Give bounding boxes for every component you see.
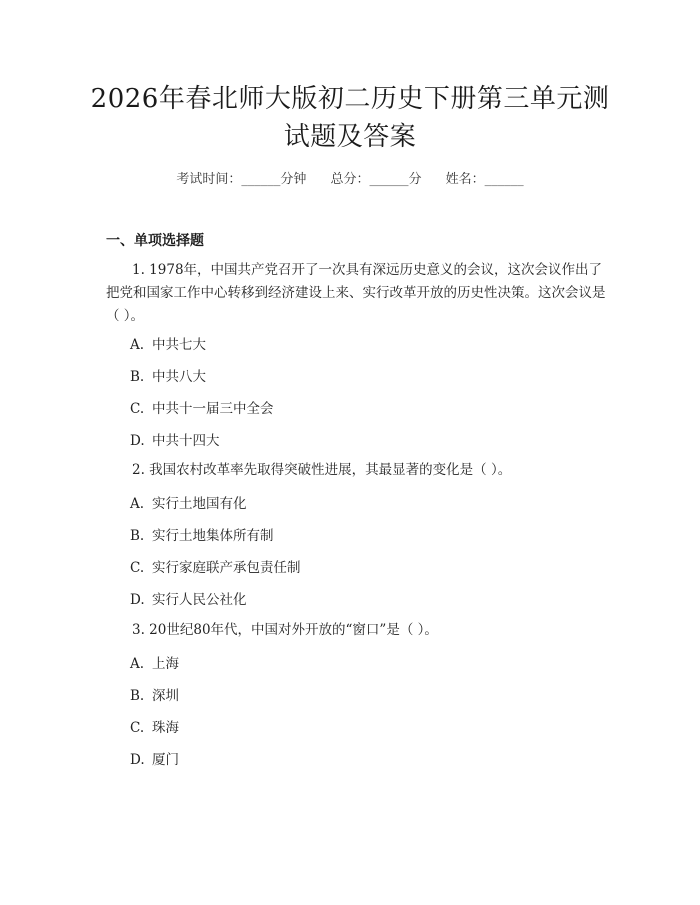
option-text: 中共七大	[152, 337, 206, 353]
option-letter: D.	[130, 752, 145, 768]
q2-option-a	[130, 492, 247, 512]
option-letter: B.	[130, 688, 145, 704]
question-3-stem: 3. 20世纪80年代，中国对外开放的“窗口”是（ ）。	[132, 622, 438, 638]
option-letter: D.	[130, 592, 145, 608]
option-text: 实行土地集体所有制	[152, 528, 274, 544]
q1-option-c	[130, 397, 274, 417]
q1-option-d	[130, 429, 220, 449]
option-text: 中共十四大	[152, 433, 220, 449]
exam-meta	[0, 168, 700, 187]
q3-option-a	[130, 652, 179, 672]
exam-time: 考试时间：______分钟	[176, 172, 307, 187]
option-letter: C.	[130, 401, 145, 417]
option-letter: C.	[130, 720, 145, 736]
student-name: 姓名：______	[445, 172, 524, 187]
q3-option-c	[130, 716, 179, 736]
q2-option-d	[130, 588, 247, 608]
option-text: 实行人民公社化	[152, 592, 247, 608]
option-text: 深圳	[152, 688, 179, 704]
question-1	[106, 259, 606, 328]
question-3	[106, 619, 606, 642]
option-text: 厦门	[152, 752, 179, 768]
question-2	[106, 459, 606, 482]
q2-option-b	[130, 524, 274, 544]
q2-option-c	[130, 556, 301, 576]
question-1-stem: 1. 1978年，中国共产党召开了一次具有深远历史意义的会议，这次会议作出了把党和国家工作中心转移到经济建设上来、实行改革开放的历史性决策。这次会议是（ ）。	[106, 262, 606, 324]
section-heading: 一、单项选择题	[106, 233, 204, 249]
option-text: 实行土地国有化	[152, 496, 247, 512]
option-letter: D.	[130, 433, 145, 449]
q1-option-b	[130, 365, 206, 385]
q3-option-b	[130, 684, 179, 704]
q1-option-a	[130, 333, 206, 353]
exam-total-score: 总分：______分	[330, 172, 422, 187]
option-text: 珠海	[152, 720, 179, 736]
option-letter: A.	[130, 496, 145, 512]
document-title	[80, 80, 620, 156]
option-letter: A.	[130, 656, 145, 672]
option-text: 实行家庭联产承包责任制	[152, 560, 301, 576]
option-letter: B.	[130, 369, 145, 385]
option-text: 中共八大	[152, 369, 206, 385]
option-text: 中共十一届三中全会	[152, 401, 274, 417]
title-line-1: 2026年春北师大版初二历史下册第三单元测	[90, 84, 610, 114]
option-letter: A.	[130, 337, 145, 353]
option-text: 上海	[152, 656, 179, 672]
option-letter: B.	[130, 528, 145, 544]
title-line-2: 试题及答案	[283, 122, 417, 152]
option-letter: C.	[130, 560, 145, 576]
q3-option-d	[130, 748, 179, 768]
question-2-stem: 2. 我国农村改革率先取得突破性进展，其最显著的变化是（ ）。	[132, 462, 512, 478]
